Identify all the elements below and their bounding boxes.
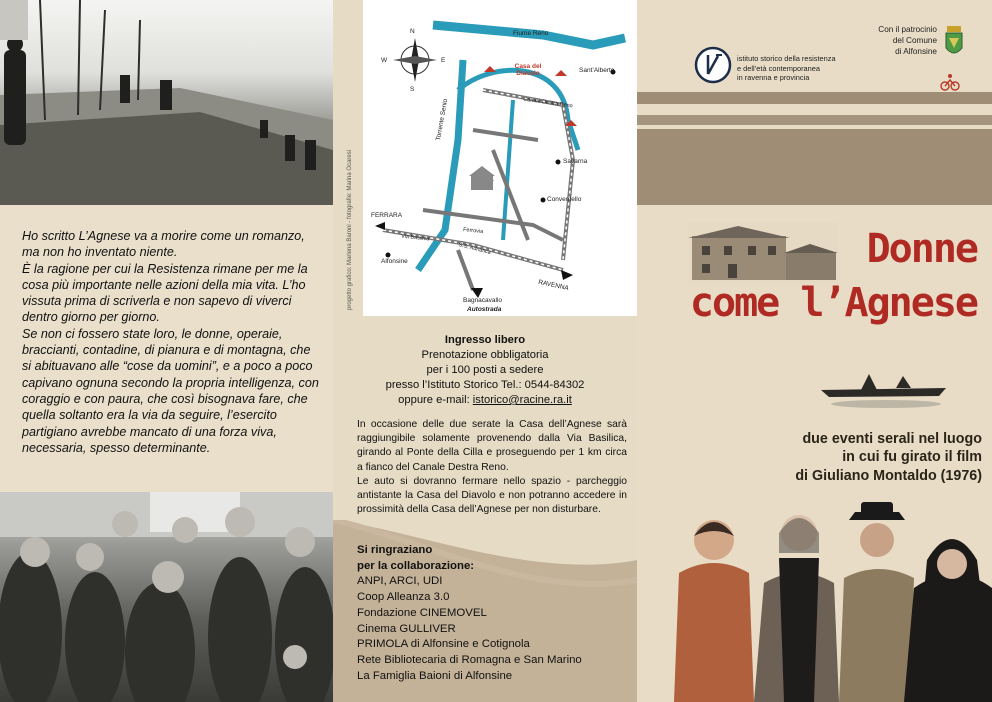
patrocinio-line-2: del Comune xyxy=(892,36,937,45)
embankment-photo-drawing xyxy=(0,0,333,205)
decorative-band-1 xyxy=(637,92,992,104)
quote-line-2: È la ragione per cui la Resistenza rimane per me la cosa più importante nelle azioni della mia vita. L’ho vissuta prima di scriverla e non sapevo di viverci dentro giorno per giorno. xyxy=(22,261,308,325)
event-title xyxy=(677,222,977,330)
decorative-band-2 xyxy=(637,115,992,125)
prenotazione: Prenotazione obbligatoria xyxy=(421,349,549,361)
credits-text: progetto grafico: Marlena Baroni - fotografie: Marina Ocaresi xyxy=(347,149,353,310)
event-subtitle xyxy=(677,430,982,485)
compass-e: E xyxy=(441,57,446,64)
right-panel xyxy=(637,0,992,702)
quote-line-3: Se non ci fossero state loro, le donne, operaie, braccianti, contadine, di pianura e di montagna, che si abituavano alle “cose da uomini”, e a poco a poco capivano ognuna secondo la propria intelligenza, con coraggio e con paura, che così bisognava fare, che quella soltanto era la via da seguire, l’esercito partigiano avrebbe mancato di una forza viva, necessaria, spesso determinante. xyxy=(22,326,319,455)
label-savarna: Savarna xyxy=(563,158,588,165)
label-ravenna: RAVENNA xyxy=(537,278,570,293)
patrocinio-line-1: Con il patrocinio xyxy=(878,25,937,34)
photo-group-of-people xyxy=(0,492,333,702)
label-alfonsine: Alfonsine xyxy=(381,258,408,265)
ingresso-libero: Ingresso libero xyxy=(444,334,526,346)
label-casa-diavolo: Casa del Diavolo xyxy=(514,63,542,77)
directions-map xyxy=(363,0,637,316)
email-link[interactable]: istorico@racine.ra.it xyxy=(472,394,572,406)
subtitle-line-3: di Giuliano Montaldo (1976) xyxy=(795,467,982,484)
credits-vertical xyxy=(341,150,361,310)
label-ferrara: FERRARA xyxy=(371,212,403,219)
posti: per i 100 posti a sedere xyxy=(426,364,544,376)
title-line-2: come l’Agnese xyxy=(689,280,977,326)
patronage-text xyxy=(837,24,937,57)
photo-people-on-embankment xyxy=(0,0,333,205)
compass-n: N xyxy=(410,28,415,35)
label-canale-destra-reno: Canale Destra Reno xyxy=(522,96,574,110)
thanks-item: PRIMOLA di Alfonsine e Cotignola xyxy=(357,638,530,651)
middle-panel xyxy=(333,0,637,702)
thanks-item: Fondazione CINEMOVEL xyxy=(357,606,487,619)
thanks-item: La Famiglia Baioni di Alfonsine xyxy=(357,669,513,682)
title-line-1: Donne xyxy=(866,226,977,272)
left-panel xyxy=(0,0,333,702)
compass-s: S xyxy=(410,86,415,93)
access-note-p2: Le auto si dovranno fermare nello spazio - parcheggio antistante la Casa del Diavolo e non potranno accedere in prossimità della Casa dell’Agnese per non disturbare. xyxy=(357,475,627,516)
author-quote xyxy=(22,228,322,456)
access-note-p1: In occasione delle due serate la Casa dell’Agnese sarà raggiungibile solamente provenendo dalla Via Basilica, girando al Ponte della Cilla e proseguendo per 1 km circa a fianco del Canale Destra Reno. xyxy=(357,419,627,473)
quote-line-1: Ho scritto L’Agnese va a morire come un romanzo, ma non ho inventato niente. xyxy=(22,229,305,260)
compass-rose-icon xyxy=(393,38,437,82)
compass-w: W xyxy=(381,57,388,64)
booking-info xyxy=(333,333,637,408)
thanks-item: ANPI, ARCI, UDI xyxy=(357,575,443,588)
thanks-item: Cinema GULLIVER xyxy=(357,622,456,635)
label-conventello: Conventello xyxy=(547,196,582,203)
subtitle-line-1: due eventi serali nel luogo xyxy=(802,431,982,447)
access-note xyxy=(357,418,627,517)
crowd-photo-drawing xyxy=(0,492,333,702)
label-autostrada: Autostrada xyxy=(467,306,502,313)
boat-silhouette xyxy=(821,366,951,410)
subtitle-line-2: in cui fu girato il film xyxy=(842,449,982,466)
istituto-line-1: istituto storico della resistenza xyxy=(737,54,836,63)
acknowledgements xyxy=(357,543,632,684)
alfonsine-crest-icon xyxy=(944,26,964,58)
istituto-storico-name xyxy=(737,54,852,83)
email-prefix: oppure e-mail: xyxy=(398,394,473,406)
label-sant-alberto: Sant’Alberto xyxy=(579,67,615,74)
telefono: presso l’Istituto Storico Tel.: 0544-84302 xyxy=(385,379,585,391)
label-bagnacavallo: Bagnacavallo xyxy=(463,297,503,304)
label-fiume-reno: Fiume Reno xyxy=(513,30,549,37)
istituto-storico-logo-icon xyxy=(694,46,732,84)
istituto-line-3: in ravenna e provincia xyxy=(737,73,810,83)
istituto-line-2: e dell’età contemporanea xyxy=(737,63,820,73)
patrocinio-line-3: di Alfonsine xyxy=(895,47,937,56)
email-line xyxy=(333,393,637,408)
thanks-item: Coop Alleanza 3.0 xyxy=(357,591,450,604)
photo-women-group xyxy=(669,498,992,702)
label-ss-adriatica: S.S. Adriatica xyxy=(457,242,492,256)
decorative-band-3 xyxy=(637,129,992,205)
label-torrente-senio: Torrente Senio xyxy=(435,98,450,142)
label-ferrovia: Ferrovia xyxy=(462,226,484,236)
label-via-basilica: Via Basilica xyxy=(400,233,430,243)
thanks-item: Rete Bibliotecaria di Romagna e San Marino xyxy=(357,653,582,666)
thanks-heading-1: Si ringraziano xyxy=(357,544,433,556)
thanks-heading-2: per la collaborazione: xyxy=(357,559,475,572)
cyclist-logo-icon xyxy=(940,73,960,91)
map-drawing xyxy=(363,0,637,316)
